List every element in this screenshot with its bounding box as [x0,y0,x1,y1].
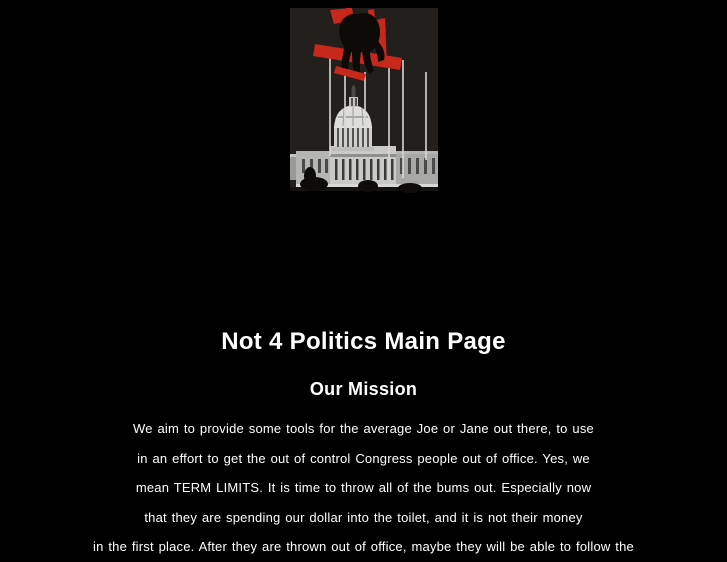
capitol-puppet-logo-image [290,8,438,191]
mission-line-clipped: in the first place. After they are thrown out of office, maybe they will be able to follow the [93,539,634,554]
mission-paragraph [0,414,727,562]
mission-line: We aim to provide some tools for the average Joe or Jane out there, to use [133,421,594,436]
capitol-puppet-logo [290,8,438,191]
statue-of-freedom [352,85,356,97]
mission-heading: Our Mission [309,379,418,399]
mission-line: mean TERM LIMITS. It is time to throw all of the bums out. Especially now [135,480,592,495]
mission-line: in an effort to get the out of control Congress people out of office. Yes, we [137,450,590,466]
page-title: Not 4 Politics Main Page [221,328,506,355]
mission-line: that they are spending our dollar into the toilet, and it is not their money [144,509,583,525]
